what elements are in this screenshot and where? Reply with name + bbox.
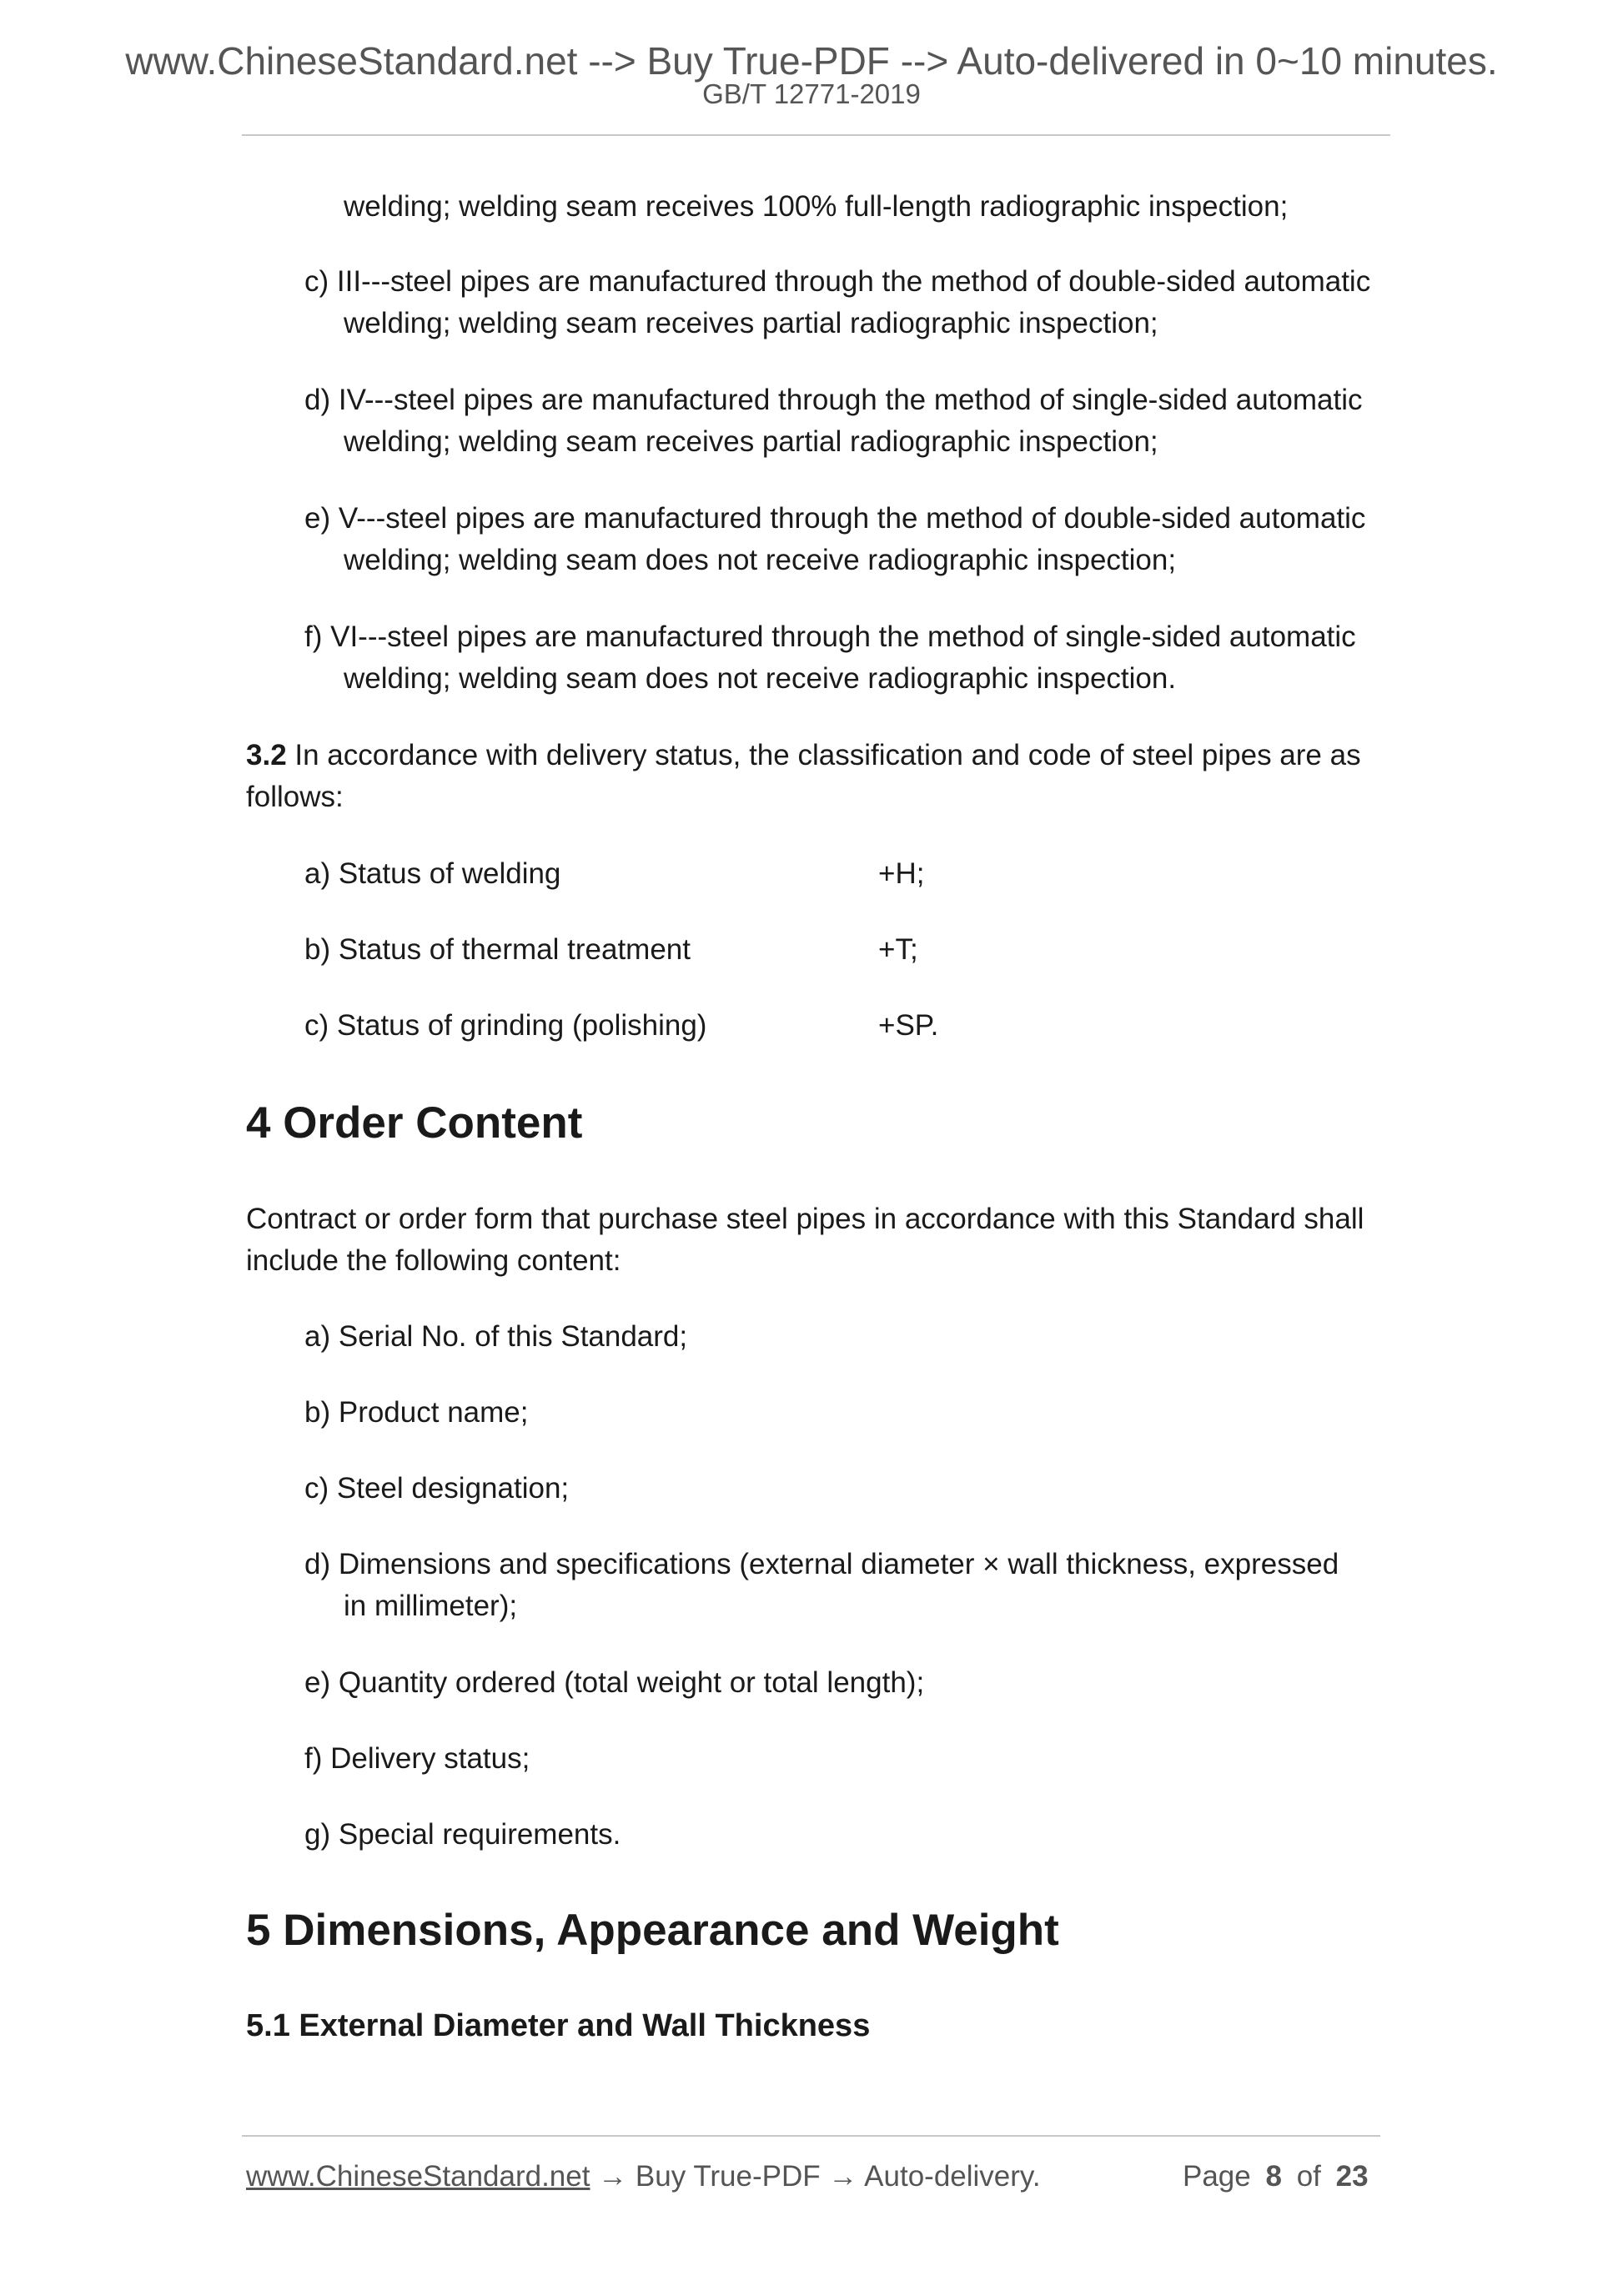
- status-label-grinding: c) Status of grinding (polishing): [304, 1009, 707, 1042]
- status-label-thermal: b) Status of thermal treatment: [304, 933, 691, 966]
- footer-left: [246, 2162, 1041, 2191]
- list-item-d-line1: d) IV---steel pipes are manufactured through the method of single-sided automatic: [304, 384, 1363, 416]
- list-item-c-line1: c) III---steel pipes are manufactured through the method of double-sided automatic: [304, 265, 1371, 298]
- item-b-continuation: welding; welding seam receives 100% full-length radiographic inspection;: [344, 190, 1289, 223]
- status-code-welding: +H;: [878, 857, 925, 890]
- order-item-d-line1: d) Dimensions and specifications (external diameter × wall thickness, expressed: [304, 1548, 1339, 1580]
- clause-3-2-line1: [246, 734, 1361, 777]
- order-item-a: a) Serial No. of this Standard;: [304, 1320, 688, 1353]
- clause-3-2-line2: follows:: [246, 781, 344, 813]
- status-label-welding: a) Status of welding: [304, 857, 561, 890]
- section-4-intro-line1: Contract or order form that purchase steel pipes in accordance with this Standard shall: [246, 1203, 1364, 1235]
- footer-divider: [242, 2135, 1380, 2137]
- page-number: [1183, 2162, 1369, 2191]
- list-item-c-line2: welding; welding seam receives partial radiographic inspection;: [344, 307, 1158, 339]
- order-item-f: f) Delivery status;: [304, 1742, 530, 1775]
- clause-text: In accordance with delivery status, the classification and code of steel pipes are as: [286, 739, 1361, 771]
- order-item-e: e) Quantity ordered (total weight or total length);: [304, 1666, 925, 1699]
- footer-tagline: → Buy True-PDF → Auto-delivery.: [590, 2160, 1041, 2193]
- section-5-heading: 5 Dimensions, Appearance and Weight: [246, 1906, 1059, 1955]
- order-item-d-line2: in millimeter);: [344, 1590, 518, 1622]
- section-4-heading: 4 Order Content: [246, 1098, 583, 1148]
- footer-site-link[interactable]: www.ChineseStandard.net: [246, 2160, 590, 2193]
- list-item-e-line2: welding; welding seam does not receive radiographic inspection;: [344, 544, 1177, 576]
- status-code-thermal: +T;: [878, 933, 918, 966]
- list-item-d-line2: welding; welding seam receives partial radiographic inspection;: [344, 425, 1158, 458]
- standard-code: GB/T 12771-2019: [702, 78, 921, 109]
- page-current: 8: [1265, 2160, 1282, 2193]
- list-item-f-line1: f) VI---steel pipes are manufactured through the method of single-sided automatic: [304, 620, 1356, 653]
- page-of: of: [1296, 2160, 1321, 2193]
- section-4-intro-line2: include the following content:: [246, 1244, 621, 1277]
- top-banner[interactable]: www.ChineseStandard.net --> Buy True-PDF --> Auto-delivered in 0~10 minutes.: [125, 39, 1498, 83]
- section-5-1-heading: 5.1 External Diameter and Wall Thickness: [246, 2008, 871, 2043]
- order-item-b: b) Product name;: [304, 1396, 529, 1429]
- list-item-e-line1: e) V---steel pipes are manufactured through the method of double-sided automatic: [304, 502, 1366, 535]
- order-item-c: c) Steel designation;: [304, 1472, 570, 1505]
- order-item-g: g) Special requirements.: [304, 1818, 621, 1851]
- page-label: Page: [1183, 2160, 1251, 2193]
- list-item-f-line2: welding; welding seam does not receive radiographic inspection.: [344, 662, 1177, 695]
- page-total: 23: [1335, 2160, 1369, 2193]
- header-divider: [242, 134, 1390, 136]
- status-code-grinding: +SP.: [878, 1009, 939, 1042]
- clause-number: 3.2: [246, 739, 287, 771]
